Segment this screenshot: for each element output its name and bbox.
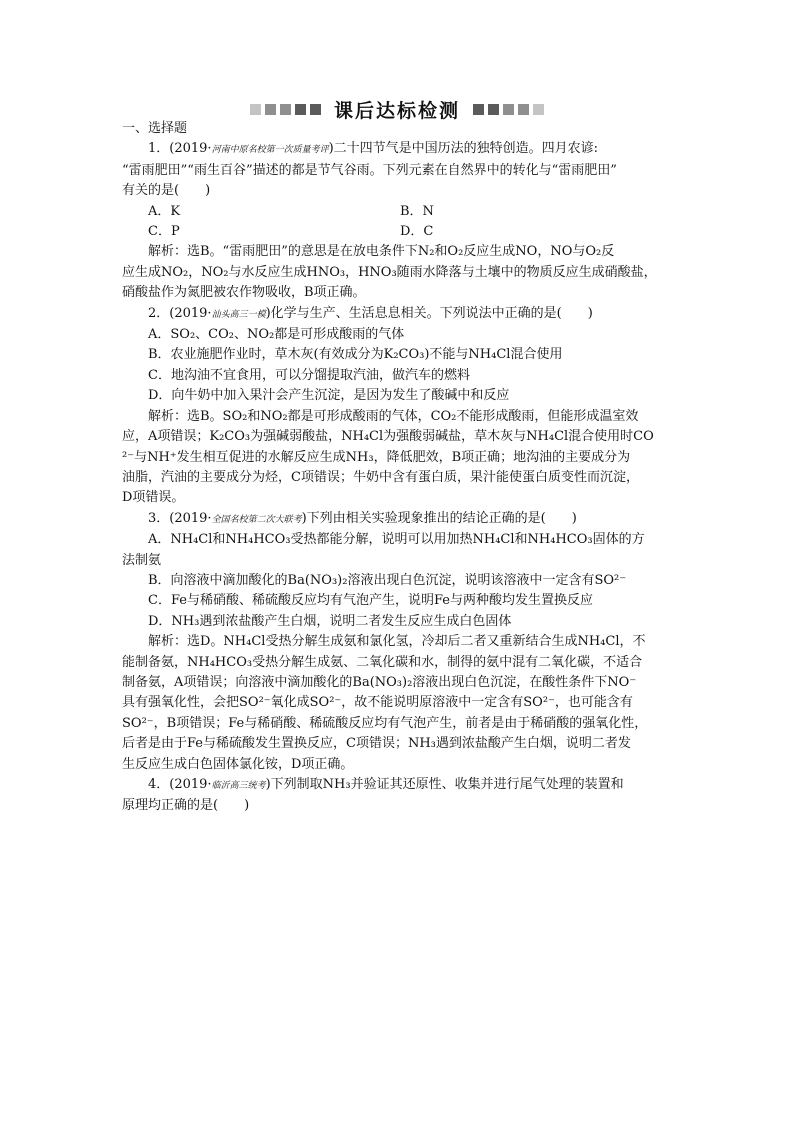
explanation-text: 生反应生成白色固体氯化铵，D项正确。 [122, 756, 354, 772]
question-content [122, 119, 676, 817]
explanation-text: ²⁻与NH⁺发生相互促进的水解反应生成NH₃，降低肥效，B项正确；地沟油的主要成分为 [122, 449, 631, 465]
deco-square-icon [310, 104, 321, 115]
option-c: C．地沟油不宜食用，可以分馏提取汽油，做汽车的燃料 [148, 367, 470, 383]
deco-square-icon [280, 104, 291, 115]
option-row [148, 222, 676, 242]
page-header [0, 96, 794, 120]
question-stem [148, 509, 676, 530]
question-number: 1．(2019· [148, 141, 212, 157]
question-stem [148, 304, 676, 325]
stem-text: “雷雨肥田”“雨生百谷”描述的都是节气谷雨。下列元素在自然界中的转化与“雷雨肥田” [122, 162, 617, 178]
question-4 [122, 775, 676, 817]
question-1 [122, 139, 676, 303]
stem-text: 原理均正确的是( ) [122, 798, 250, 814]
stem-text: )下列由相关实验现象推出的结论正确的是( ) [301, 510, 577, 526]
deco-square-icon [518, 104, 529, 115]
option-b: B．N [400, 203, 434, 219]
deco-square-icon [250, 104, 261, 115]
option-b: B．向溶液中滴加酸化的Ba(NO₃)₂溶液出现白色沉淀，说明该溶液中一定含有SO²⁻ [148, 572, 627, 588]
question-stem [148, 775, 676, 796]
explanation-text: 解析：选D。NH₄Cl受热分解生成氨和氯化氢，冷却后二者又重新结合生成NH₄Cl，不 [148, 634, 646, 650]
deco-square-icon [533, 104, 544, 115]
question-source: 全国名校第二次大联考 [211, 514, 302, 525]
explanation-text: 应，A项错误；K₂CO₃为强碱弱酸盐，NH₄Cl为强酸弱碱盐，草木灰与NH₄Cl混合使用时CO [122, 429, 654, 445]
explanation-text: 具有强氧化性，会把SO²⁻氧化成SO²⁻，故不能说明原溶液中一定含有SO²⁻，也可能含有 [122, 695, 633, 711]
explanation-text: 解析：选B。“雷雨肥田”的意思是在放电条件下N₂和O₂反应生成NO，NO与O₂反 [148, 244, 615, 260]
option-a-cont: 法制氨 [122, 552, 162, 568]
explanation-text: 应生成NO₂，NO₂与水反应生成HNO₃，HNO₃随雨水降落与土壤中的物质反应生成硝酸盐， [122, 264, 657, 280]
question-source: 临沂高三统考 [211, 781, 266, 791]
section-title: 一、选择题 [122, 121, 188, 136]
question-number: 2．(2019· [148, 305, 212, 321]
deco-square-icon [265, 104, 276, 115]
option-c: C．Fe与稀硝酸、稀硫酸反应均有气泡产生，说明Fe与两种酸均发生置换反应 [148, 593, 593, 609]
explanation-text: 解析：选B。SO₂和NO₂都是可形成酸雨的气体，CO₂不能形成酸雨，但能形成温室效 [148, 408, 639, 424]
deco-square-icon [503, 104, 514, 115]
explanation-text: 后者是由于Fe与稀硫酸发生置换反应，C项错误；NH₃遇到浓盐酸产生白烟，说明二者发 [122, 736, 631, 752]
option-a: A．SO₂、CO₂、NO₂都是可形成酸雨的气体 [148, 327, 405, 343]
option-row [148, 202, 676, 222]
explanation-text: SO²⁻，B项错误；Fe与稀硝酸、稀硫酸反应均有气泡产生，前者是由于稀硝酸的强氧化性， [122, 715, 648, 731]
question-stem [148, 139, 676, 160]
explanation-text: D项错误。 [122, 490, 185, 506]
option-d: D．C [400, 224, 434, 240]
page-title: 课后达标检测 [333, 100, 460, 122]
question-source: 河南中原名校第一次质量考评 [211, 145, 329, 156]
stem-text: 有关的是( ) [122, 183, 211, 199]
question-source: 汕头高三一模 [211, 309, 266, 320]
option-c: C．P [148, 224, 180, 240]
stem-text: )下列制取NH₃并验证其还原性、收集并进行尾气处理的装置和 [265, 777, 624, 792]
option-b: B．农业施肥作业时，草木灰(有效成分为K₂CO₃)不能与NH₄Cl混合使用 [148, 347, 563, 363]
deco-square-icon [473, 104, 484, 115]
explanation-text: 制备氨，A项错误；向溶液中滴加酸化的Ba(NO₃)₂溶液出现白色沉淀，在酸性条件下NO⁻ [122, 674, 637, 690]
option-d: D．NH₃遇到浓盐酸产生白烟，说明二者发生反应生成白色固体 [148, 613, 512, 629]
question-number: 4．(2019· [148, 777, 212, 792]
explanation-text: 油脂，汽油的主要成分为烃，C项错误；牛奶中含有蛋白质，果汁能使蛋白质变性而沉淀， [122, 469, 639, 485]
explanation-text: 硝酸盐作为氮肥被农作物吸收，B项正确。 [122, 285, 366, 301]
explanation-text: 能制备氨，NH₄HCO₃受热分解生成氨、二氧化碳和水，制得的氨中混有二氧化碳，不适合 [122, 654, 643, 670]
option-a: A．NH₄Cl和NH₄HCO₃受热都能分解，说明可以用加热NH₄Cl和NH₄HCO₃固体的方 [148, 532, 645, 548]
deco-square-icon [295, 104, 306, 115]
stem-text: )二十四节气是中国历法的独特创造。四月农谚: [328, 141, 599, 157]
question-3 [122, 509, 676, 775]
stem-text: )化学与生产、生活息息相关。下列说法中正确的是( ) [265, 305, 593, 321]
option-d: D．向牛奶中加入果汁会产生沉淀，是因为发生了酸碱中和反应 [148, 388, 510, 404]
option-a: A．K [148, 203, 181, 219]
deco-square-icon [488, 104, 499, 115]
question-2 [122, 304, 676, 509]
question-number: 3．(2019· [148, 510, 212, 526]
